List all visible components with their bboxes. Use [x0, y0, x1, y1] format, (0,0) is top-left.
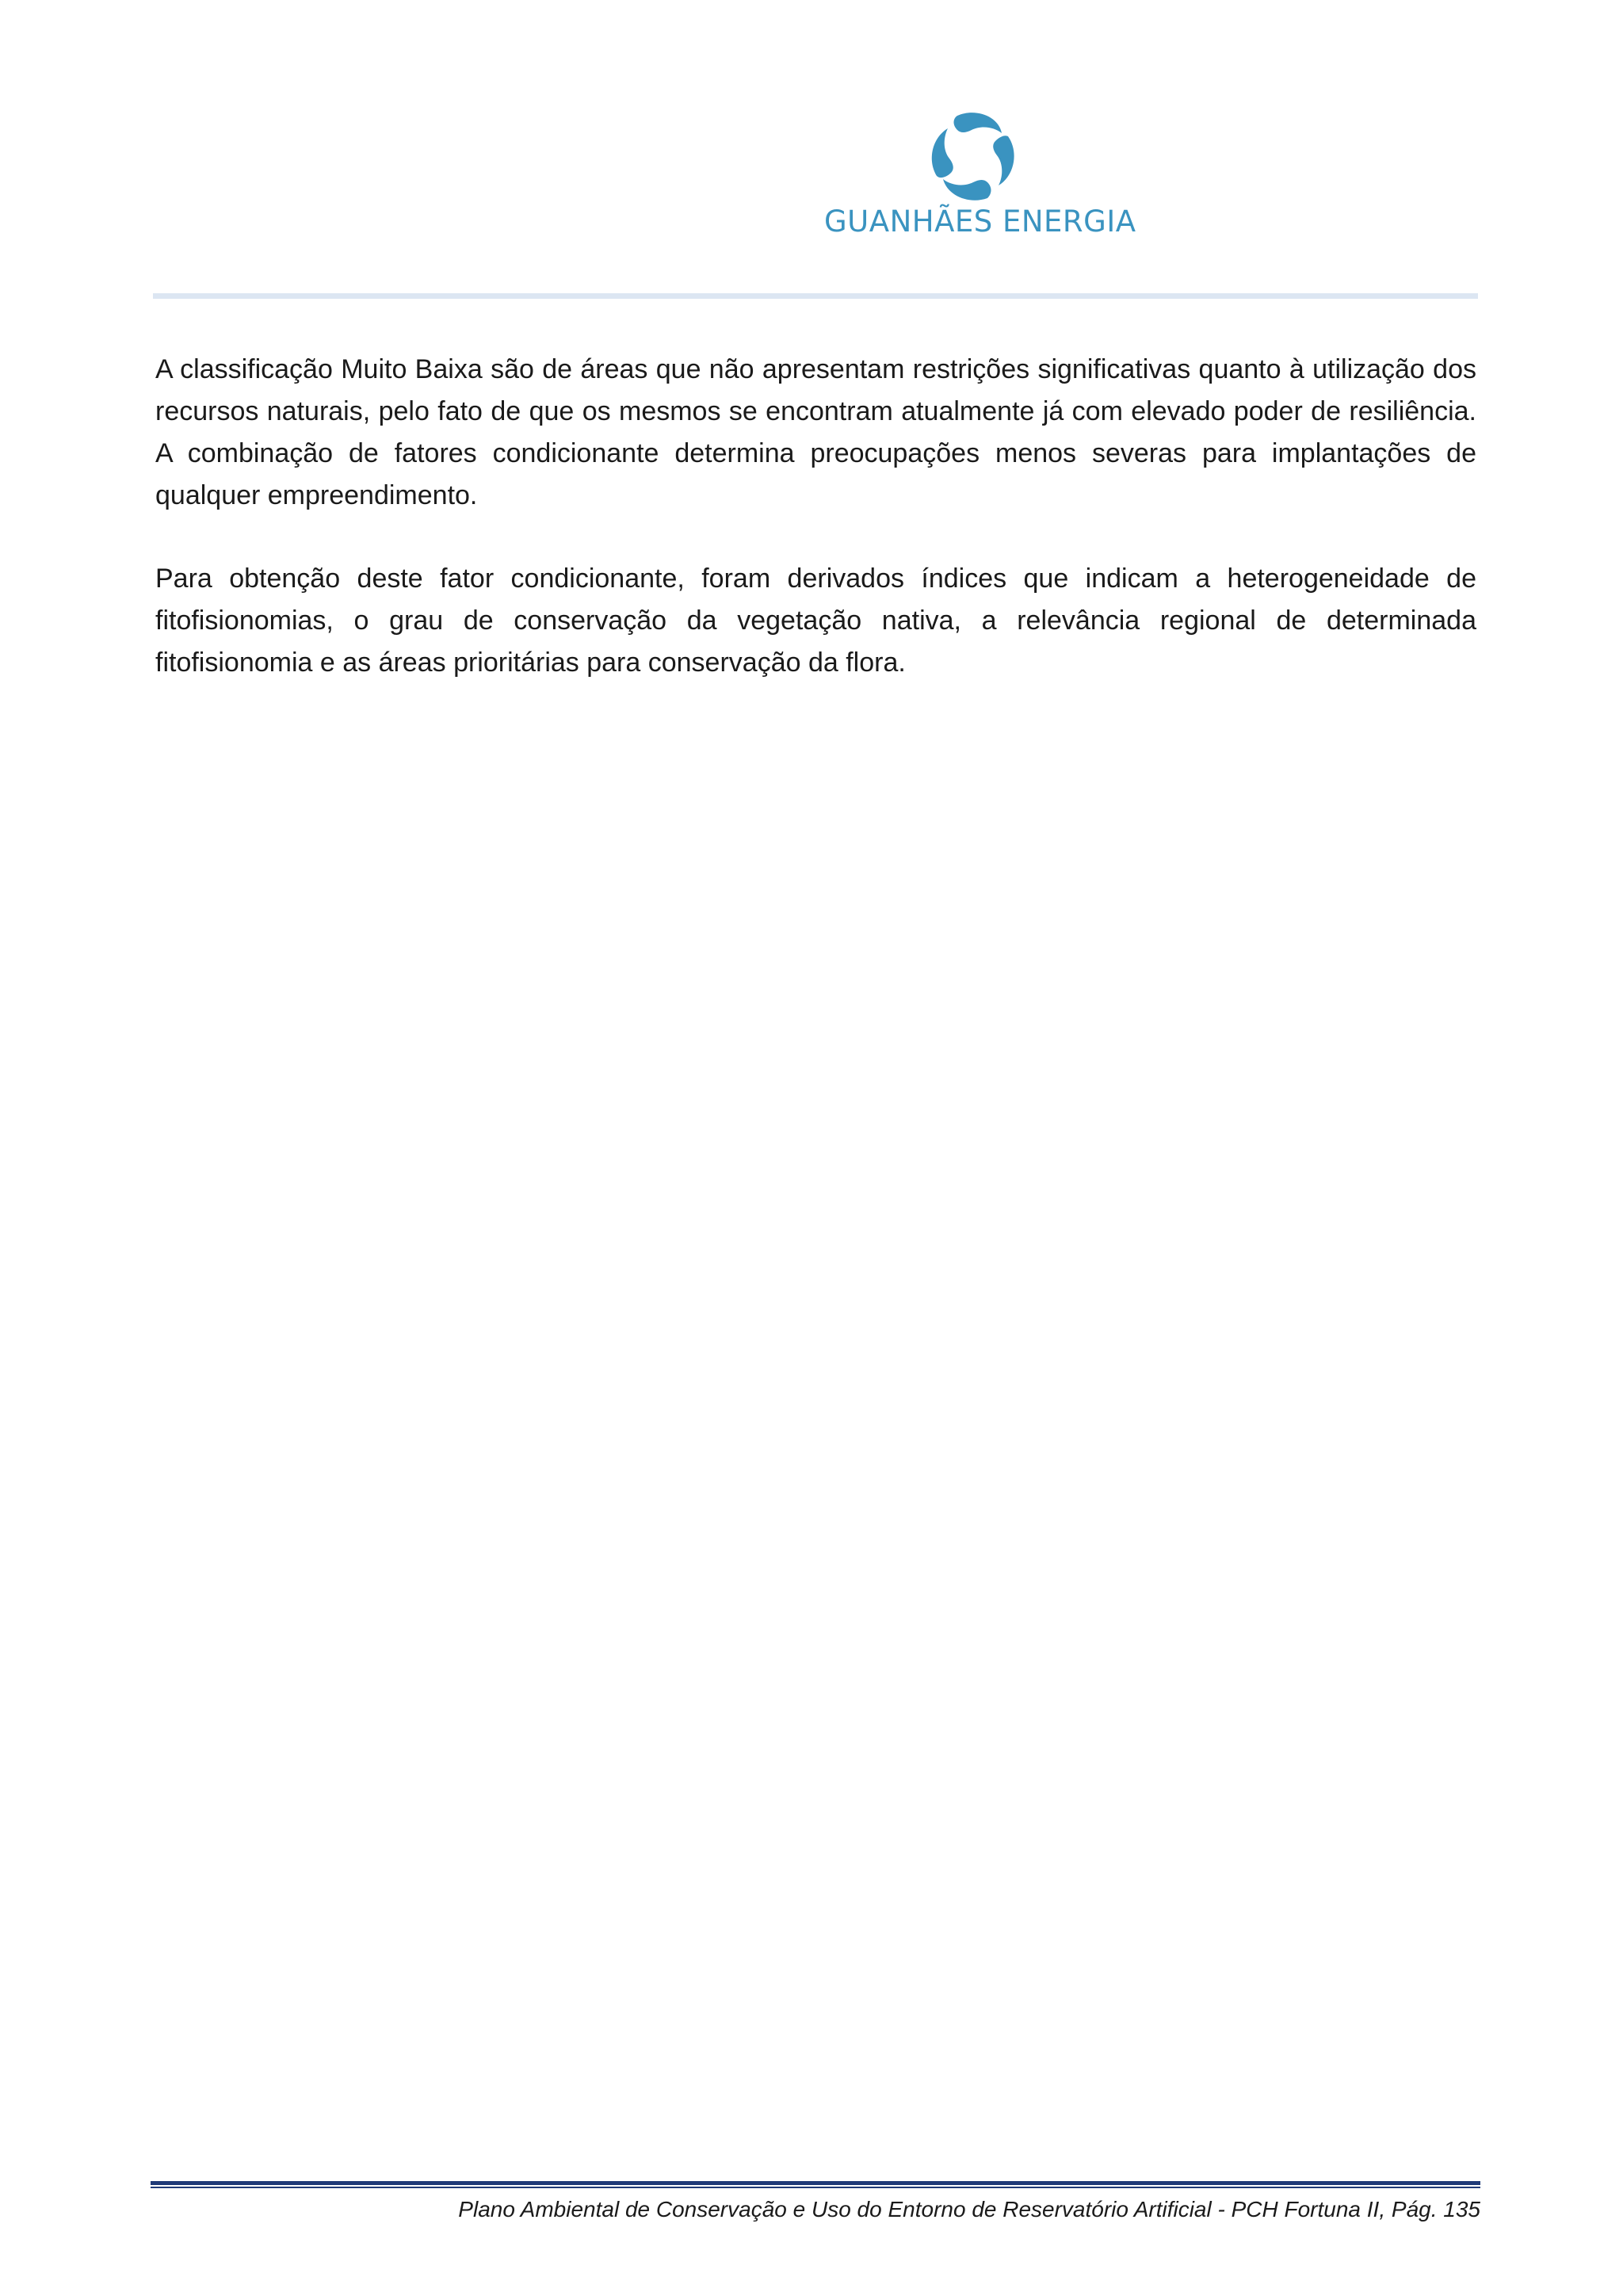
company-logo	[824, 109, 1136, 244]
pinwheel-logo-icon	[926, 109, 1021, 204]
footer-divider-thick	[151, 2181, 1480, 2185]
paragraph-1: A classificação Muito Baixa são de áreas que não apresentam restrições significativas quanto à utilização dos recursos naturais, pelo fato de que os mesmos se encontram atualmente já com elevado poder de resiliência. A combinação de fatores condicionante determina preocupações menos severas para implantações de qualquer empreendimento.	[155, 354, 1476, 510]
brand-name: GUANHÃES ENERGIA	[824, 204, 1136, 239]
document-body	[155, 349, 1476, 725]
footer-divider	[151, 2181, 1480, 2189]
paragraph-2: Para obtenção deste fator condicionante, foram derivados índices que indicam a heterogeneidade de fitofisionomias, o grau de conservação da vegetação nativa, a relevância regional de determinada fitofisionomia e as áreas prioritárias para conservação da flora.	[155, 563, 1476, 678]
footer-divider-thin	[151, 2187, 1480, 2188]
page-footer: Plano Ambiental de Conservação e Uso do Entorno de Reservatório Artificial - PCH Fortuna II, Pág. 135	[458, 2197, 1480, 2222]
header-divider	[153, 293, 1478, 299]
